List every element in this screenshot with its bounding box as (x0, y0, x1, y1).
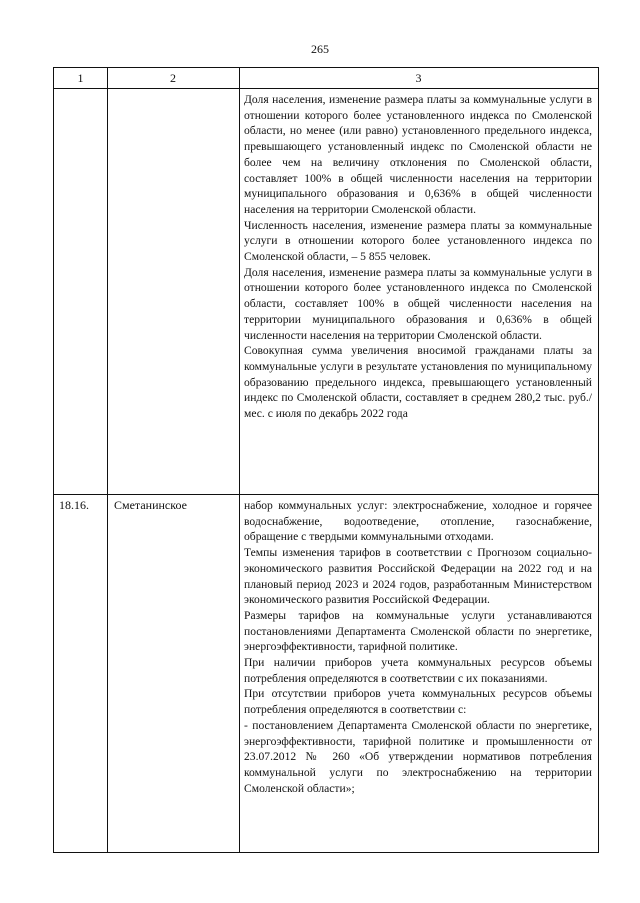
paragraph: Доля населения, изменение размера платы за коммунальные услуги в отношении которого более установленного индекса по Смоленской области, составляет 100% в общей численности населения на территории муниципального образования и 0,636% в общей численности населения на территории Смоленской области. (244, 265, 592, 342)
header-col-3: 3 (415, 71, 422, 85)
row-divider (54, 494, 598, 495)
paragraph: Размеры тарифов на коммунальные услуги устанавливаются постановлениями Департамента Смоленской области по энергетике, энергоэффективности, тарифной политике. (244, 608, 592, 654)
column-divider-1 (107, 68, 108, 852)
row-description-text (244, 498, 592, 796)
row-continuation-text (244, 92, 592, 422)
table-header-row (54, 68, 598, 89)
row-number: 18.16. (59, 498, 89, 512)
paragraph: Численность населения, изменение размера платы за коммунальные услуги в отношении которого более установленного индекса по Смоленской области, – 5 855 человек. (244, 218, 592, 264)
header-col-2: 2 (170, 71, 176, 85)
municipality-name: Сметанинское (114, 498, 187, 512)
paragraph: набор коммунальных услуг: электроснабжение, холодное и горячее водоснабжение, водоотведение, отопление, газоснабжение, обращение с твердыми коммунальными отходами. (244, 499, 592, 544)
header-col-1: 1 (77, 71, 84, 85)
paragraph: Совокупная сумма увеличения вносимой гражданами платы за коммунальные услуги в результате установления по муниципальному образованию предельного индекса, превышающего установленный индекс по Смоленской области, составляет в среднем 280,2 тыс. руб./мес. с июля по декабрь 2022 года (244, 344, 592, 421)
column-divider-2 (239, 68, 240, 852)
paragraph: - постановлением Департамента Смоленской области по энергетике, энергоэффективности, тарифной политике и промышленности от 23.07.2012 № 260 «Об утверждении нормативов потребления коммунальной услуги по электроснабжению на территории Смоленской области»; (244, 718, 592, 795)
paragraph: Доля населения, изменение размера платы за коммунальные услуги в отношении которого более установленного индекса по Смоленской области, но менее (или равно) установленного предельного индекса, превышающего установленный индекс по Смоленской области не более чем на величину отклонения по Смоленской области, составляет 100% в общей численности населения на территории муниципального образования и 0,636% в общей численности населения на территории Смоленской области. (244, 93, 592, 216)
page-number: 265 (311, 42, 329, 56)
paragraph: При отсутствии приборов учета коммунальных ресурсов объемы потребления определяются в соответствии с: (244, 687, 592, 717)
paragraph: При наличии приборов учета коммунальных ресурсов объемы потребления определяются в соответствии с их показаниями. (244, 656, 592, 685)
paragraph: Темпы изменения тарифов в соответствии с Прогнозом социально-экономического развития Российской Федерации на 2022 год и на плановый период 2023 и 2024 годов, разработанным Министерством экономического развития Российской Федерации. (244, 546, 592, 607)
document-table (53, 67, 599, 853)
